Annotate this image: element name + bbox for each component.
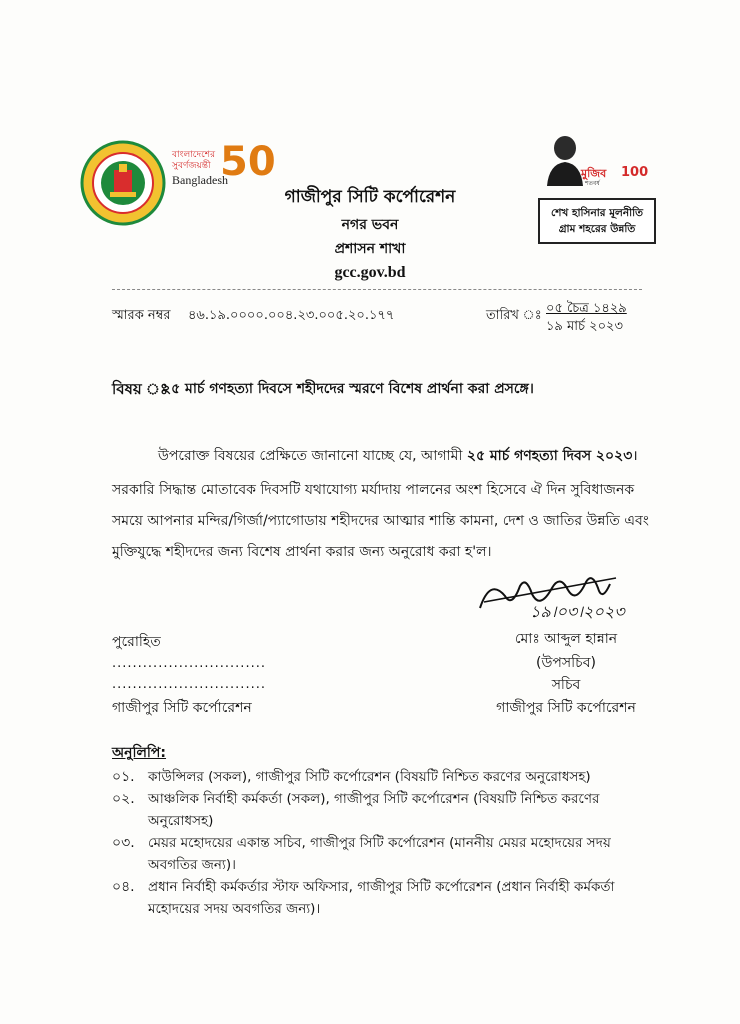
body-line-4: মুক্তিযুদ্ধে শহীদদের জন্য বিশেষ প্রার্থনা করার জন্য অনুরোধ করা হ'ল। [112, 544, 492, 560]
copy-item-2-num: ০২. [112, 791, 135, 807]
signature [460, 568, 680, 630]
mujib-sub: শতবর্ষ [585, 180, 600, 187]
copy-item-4-text-cont: মহোদয়ের সদয় অবগতির জন্য)। [148, 901, 321, 917]
mujib-number: 100 [621, 165, 649, 180]
recipient-dots-1: .............................. [112, 656, 266, 671]
body-line-1-bold: ২৫ মার্চ গণহত্যা দিবস ২০২৩ [466, 448, 633, 464]
copy-item-1-num: ০১. [112, 769, 135, 785]
signatory-org: গাজীপুর সিটি কর্পোরেশন [496, 700, 636, 716]
building-name: নগর ভবন [341, 217, 399, 233]
copy-item-2-text: আঞ্চলিক নির্বাহী কর্মকর্তা (সকল), গাজীপুর সিটি কর্পোরেশন (বিষয়টি নিশ্চিত করণের [148, 791, 600, 807]
ref-number: ৪৬.১৯.০০০০.০০৪.২৩.০০৫.২০.১৭৭ [188, 308, 395, 323]
signatory-name: মোঃ আব্দুল হান্নান [514, 631, 618, 647]
mujib-word: মুজিব [581, 167, 607, 180]
recipient-dots-2: .............................. [112, 677, 266, 692]
date-bangla: ০৫ চৈত্র ১৪২৯ [546, 301, 627, 316]
body-line-3: সময়ে আপনার মন্দির/গির্জা/প্যাগোডায় শহীদদের আত্মার শান্তি কামনা, দেশ ও জাতির উন্নতি এবং [112, 513, 649, 529]
section-name: প্রশাসন শাখা [334, 241, 406, 257]
bangladesh-50-line1: বাংলাদেশের [172, 150, 216, 160]
slogan-line1: শেখ হাসিনার মূলনীতি [550, 207, 644, 219]
signatory-designation: (উপসচিব) [536, 655, 596, 671]
copy-item-3-num: ০৩. [112, 835, 135, 851]
copy-item-3-text: মেয়র মহোদয়ের একান্ত সচিব, গাজীপুর সিটি কর্পোরেশন (মাননীয় মেয়র মহোদয়ের সদয় [148, 835, 611, 851]
body-line-1 [158, 447, 638, 465]
date-label: তারিখ ঃ [486, 308, 542, 323]
slogan-box [538, 198, 656, 244]
copies-heading: অনুলিপি: [112, 745, 167, 761]
gcc-logo [80, 140, 166, 226]
subject-label: বিষয় ঃ [112, 380, 168, 398]
copy-item-4-num: ০৪. [112, 879, 135, 895]
copy-item-2-text-cont: অনুরোধসহ) [148, 813, 214, 829]
date-english: ১৯ মার্চ ২০২৩ [546, 319, 623, 334]
recipient-org: গাজীপুর সিটি কর্পোরেশন [112, 700, 252, 716]
org-name: গাজীপুর সিটি কর্পোরেশন [284, 187, 456, 207]
signature-date: ১৯।০৩।২০২৩ [530, 602, 625, 621]
portrait-icon [545, 134, 585, 186]
slogan-line2: গ্রাম শহরের উন্নতি [558, 223, 636, 235]
copy-item-3-text-cont: অবগতির জন্য)। [148, 857, 236, 873]
bangladesh-50-logo [170, 139, 276, 212]
bangladesh-50-number: 50 [220, 139, 276, 185]
mujib-100-logo [545, 132, 655, 190]
bangladesh-50-line2: সুবর্ণজয়ন্তী [172, 161, 211, 171]
bangladesh-50-word: Bangladesh [172, 173, 228, 187]
subject-text: ২৫ মার্চ গণহত্যা দিবসে শহীদদের স্মরণে বিশেষ প্রার্থনা করা প্রসঙ্গে। [162, 381, 534, 397]
header-divider [112, 289, 642, 290]
ref-label: স্মারক নম্বর [112, 308, 171, 323]
copy-item-4-text: প্রধান নির্বাহী কর্মকর্তার স্টাফ অফিসার, গাজীপুর সিটি কর্পোরেশন (প্রধান নির্বাহী কর্মকর্তা [148, 879, 615, 895]
copy-item-1-text: কাউন্সিলর (সকল), গাজীপুর সিটি কর্পোরেশন (বিষয়টি নিশ্চিত করণের অনুরোধসহ) [148, 769, 591, 785]
signatory-role: সচিব [551, 677, 581, 693]
body-line-1-post: । [632, 448, 638, 464]
body-line-1-pre: উপরোক্ত বিষয়ের প্রেক্ষিতে জানানো যাচ্ছে যে, আগামী [158, 448, 467, 464]
recipient-title: পুরোহিত [112, 634, 161, 650]
body-line-2: সরকারি সিদ্ধান্ত মোতাবেক দিবসটি যথাযোগ্য মর্যাদায় পালনের অংশ হিসেবে ঐ দিন সুবিধাজনক [112, 482, 635, 498]
website: gcc.gov.bd [334, 264, 406, 281]
